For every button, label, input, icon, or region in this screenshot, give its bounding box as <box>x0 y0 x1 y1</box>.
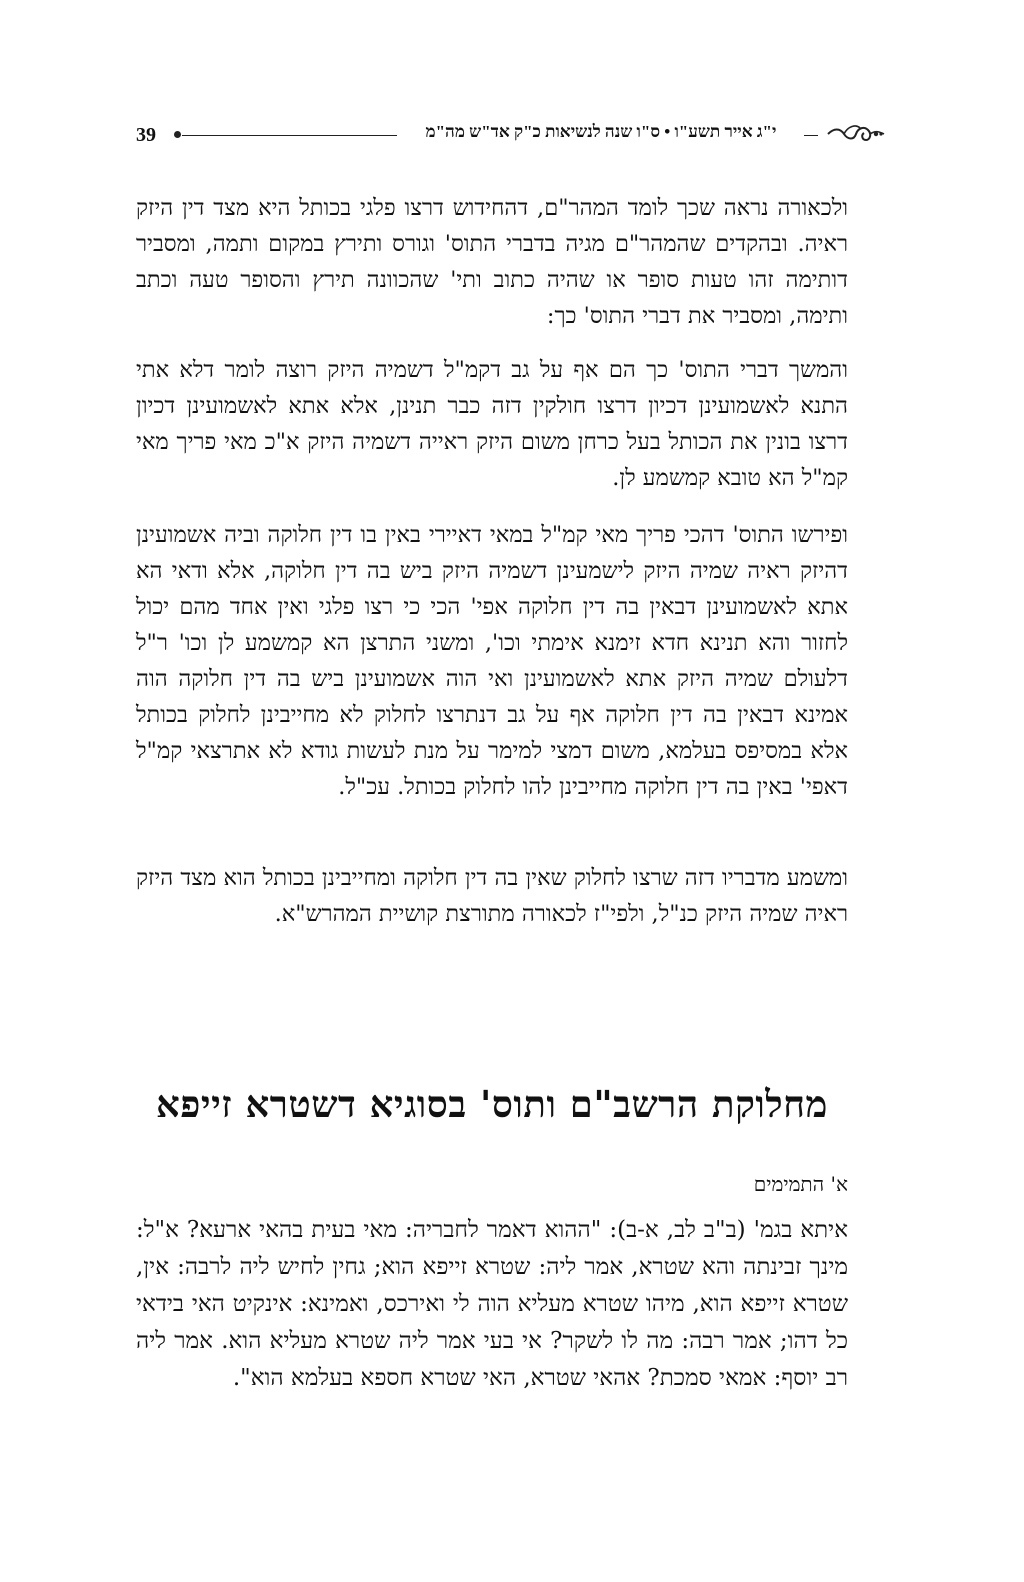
header-rule-left <box>182 135 397 136</box>
running-title: י"ג אייר תשע"ו • ס"ו שנה לנשיאות כ"ק אד"ש מה"מ <box>425 122 777 141</box>
section-title: מחלוקת הרשב"ם ותוס' בסוגיא דשטרא זייפא <box>156 1082 828 1126</box>
header-bullet <box>174 131 181 138</box>
paragraph-3 <box>136 517 848 805</box>
paragraph-text: ופירשו התוס' דהכי פריך מאי קמ"ל במאי דאיירי באין בו דין חלוקה וביה אשמועינן דהיזק ראיה שמיה היזק לישמעינן דשמיה היזק ביש בה דין חלוקה, אלא ודאי הא אתא לאשמועינן דבאין בה דין חלוקה אפי' הכי כי רצו פלגי ואין אחד מהם יכול לחזור והא תנינא חדא זימנא אימתי וכו', ומשני התרצן הא קמשמע לן וכו' ר"ל דלעולם שמיה היזק אתא לאשמועינן ואי הוה אשמועינן ביש בה דין חלוקה הוה אמינא דבאין בה דין חלוקה אף על גב דנתרצו לחלוק לא מחייבינן לחלוק בכותל אלא במסיפס בעלמא, משום דמצי למימר על מנת לעשות גודא לא אתרצאי קמ"ל דאפי' באין בה דין חלוקה מחייבינן להו לחלוק בכותל. עכ"ל. <box>136 522 848 800</box>
paragraph-4 <box>136 860 848 932</box>
paragraph-text: ולכאורה נראה שכך לומד המהר"ם, דהחידוש דרצו פלגי בכותל היא מצד דין היזק ראיה. ובהקדים שהמהר"ם מגיה בדברי התוס' וגורס ותירץ במקום ותמה, ומסביר דותימה זהו טעות סופר או שהיה כתוב ותי' שהכוונה תירץ והסופר טעה וכתב ותימה, ומסביר את דברי התוס' כך: <box>136 195 848 329</box>
paragraph-2 <box>136 352 848 496</box>
scroll-ornament-icon <box>826 120 886 148</box>
running-header <box>136 118 886 154</box>
section-subheading: א' התמימים <box>753 1172 848 1196</box>
paragraph-text: ומשמע מדבריו דזה שרצו לחלוק שאין בה דין חלוקה ומחייבינן בכותל הוא מצד היזק ראיה שמיה היזק כנ"ל, ולפי"ז לכאורה מתורצת קושיית המהרש"א. <box>136 865 848 927</box>
paragraph-text: והמשך דברי התוס' כך הם אף על גב דקמ"ל דשמיה היזק רוצה לומר דלא אתי התנא לאשמועינן דכיון דרצו חולקין דזה כבר תנינן, אלא אתא לאשמועינן דכיון דרצו בונין את הכותל בעל כרחן משום היזק ראייה דשמיה היזק א"כ מאי פריך מאי קמ"ל הא טובא קמשמע לן. <box>136 357 848 491</box>
page-number: 39 <box>136 124 156 146</box>
paragraph-1 <box>136 190 848 334</box>
gemara-quote: איתא בגמ' (ב"ב לב, א-ב): "ההוא דאמר לחבריה: מאי בעית בהאי ארעא? א"ל: מינך זבינתה והא שטרא, אמר ליה: שטרא זייפא הוא; גחין לחיש ליה לרבה: אין, שטרא זייפא הוא, מיהו שטרא מעליא הוה לי ואירכס, ואמינא: אינקיט האי בידאי כל דהו; אמר רבה: מה לו לשקר? אי בעי אמר ליה שטרא מעליא הוא. אמר ליה רב יוסף: אמאי סמכת? אהאי שטרא, האי שטרא חספא בעלמא הוא". <box>136 1217 848 1391</box>
header-rule-right <box>804 135 818 136</box>
